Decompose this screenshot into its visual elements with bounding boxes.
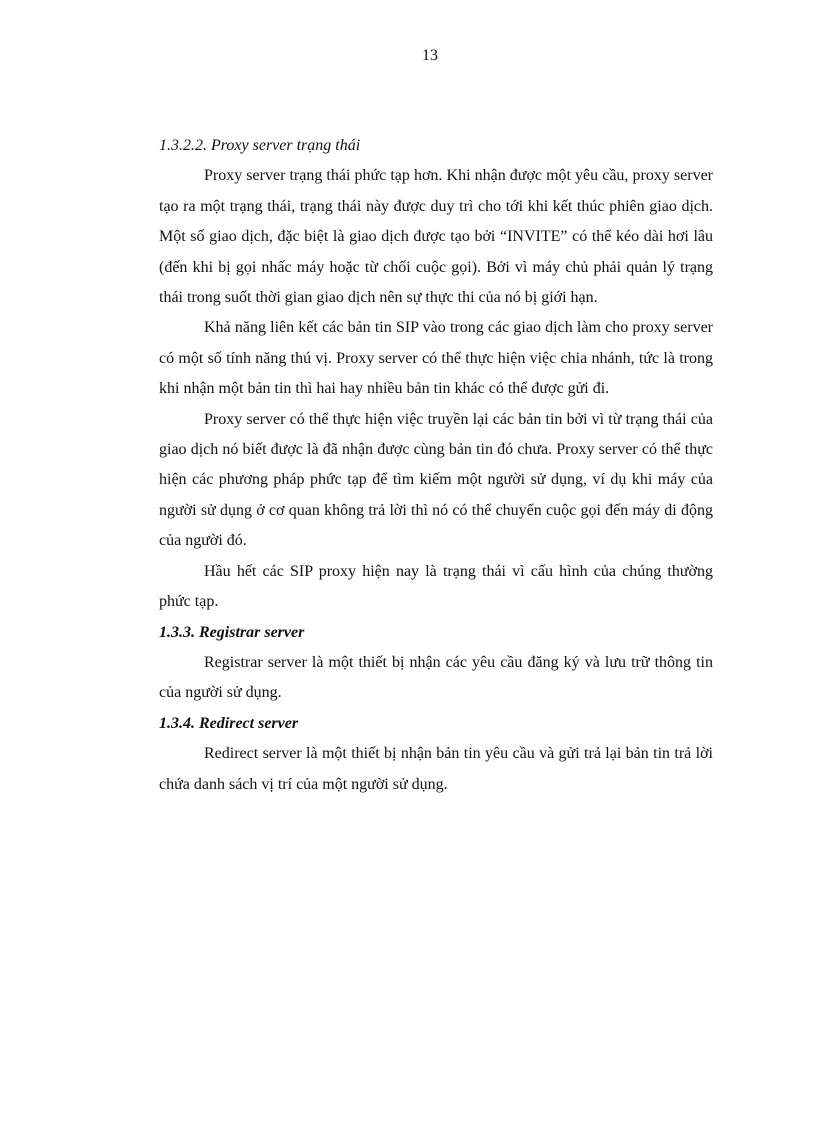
paragraph: Redirect server là một thiết bị nhận bản tin yêu cầu và gửi trả lại bản tin trả lời chứa danh sách vị trí của một người sử dụng. <box>159 745 713 793</box>
paragraph: Proxy server có thể thực hiện việc truyền lại các bản tin bởi vì từ trạng thái của giao dịch nó biết được là đã nhận được cùng bản tin đó chưa. Proxy server có thể thực hiện các phương pháp phức tạp để tìm kiếm một người sử dụng, ví dụ khi máy của người sử dụng ở cơ quan không trả lời thì nó có thể chuyển cuộc gọi đến máy di động của người đó. <box>159 410 713 550</box>
page-number: 13 <box>422 47 438 64</box>
section-registrar-server <box>159 618 713 709</box>
section-heading: 1.3.2.2. Proxy server trạng thái <box>159 137 361 154</box>
paragraph: Hầu hết các SIP proxy hiện nay là trạng thái vì cấu hình của chúng thường phức tạp. <box>159 562 713 611</box>
section-heading: 1.3.3. Registrar server <box>159 623 305 641</box>
paragraph: Registrar server là một thiết bị nhận các yêu cầu đăng ký và lưu trữ thông tin của người sử dụng. <box>159 653 713 702</box>
paragraph: Khả năng liên kết các bản tin SIP vào trong các giao dịch làm cho proxy server có một số tính năng thú vị. Proxy server có thể thực hiện việc chia nhánh, tức là trong khi nhận một bản tin thì hai hay nhiều bản tin khác có thể được gửi đi. <box>159 319 713 398</box>
section-heading: 1.3.4. Redirect server <box>159 714 299 732</box>
section-proxy-server-stateful <box>159 131 713 618</box>
section-redirect-server <box>159 709 713 800</box>
document-body <box>159 131 713 800</box>
paragraph: Proxy server trạng thái phức tạp hơn. Khi nhận được một yêu cầu, proxy server tạo ra một trạng thái, trạng thái này được duy trì cho tới khi kết thúc phiên giao dịch. Một số giao dịch, đặc biệt là giao dịch được tạo bởi “INVITE” có thể kéo dài hơi lâu (đến khi bị gọi nhấc máy hoặc từ chối cuộc gọi). Bởi vì máy chủ phải quản lý trạng thái trong suốt thời gian giao dịch nên sự thực thi của nó bị giới hạn. <box>159 167 713 307</box>
